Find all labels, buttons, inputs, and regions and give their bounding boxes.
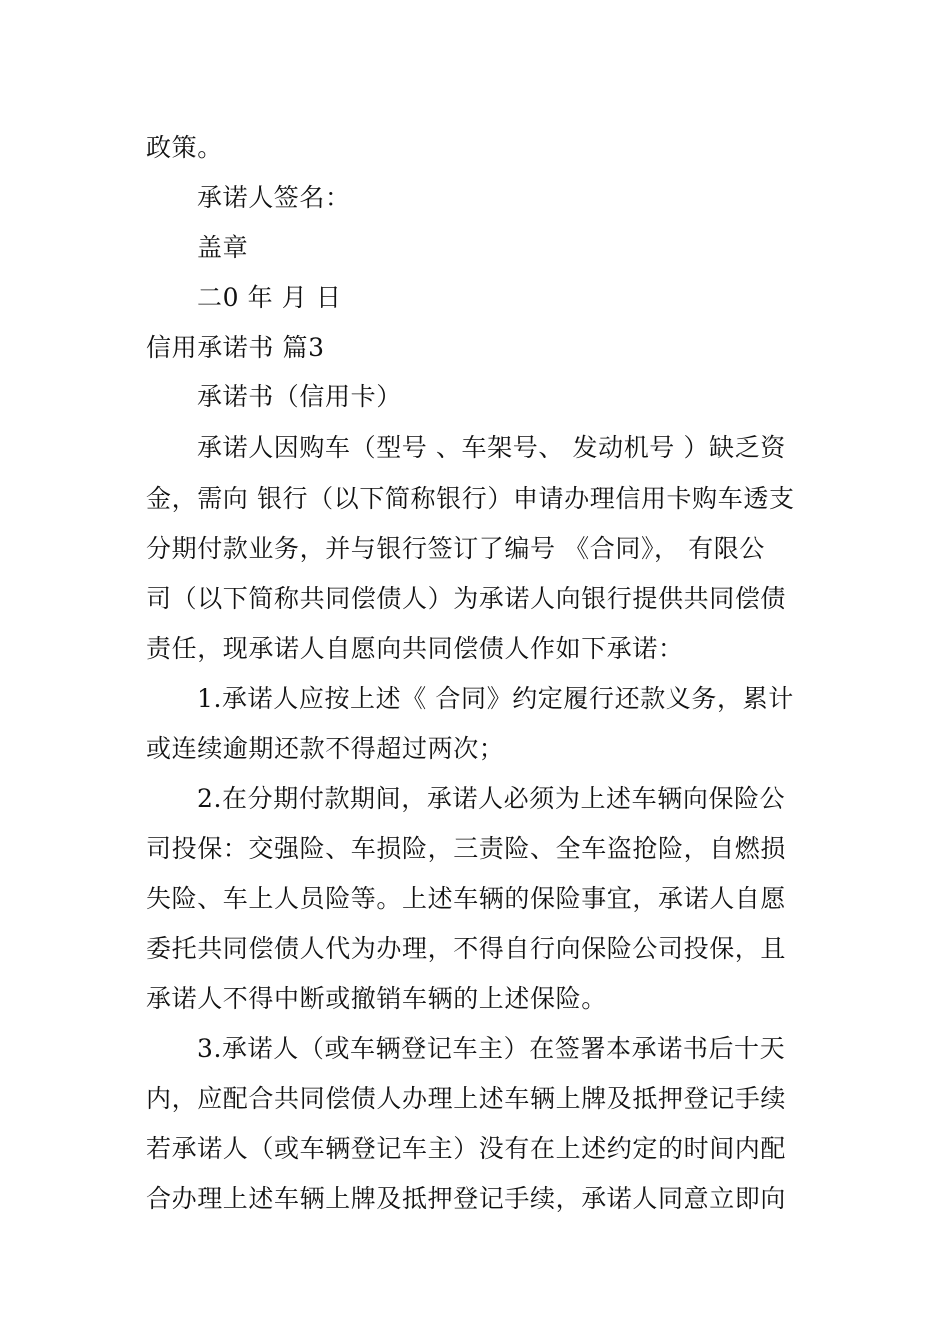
document-title: 承诺书（信用卡） — [197, 382, 402, 411]
clause-1-line: 1.承诺人应按上述《 合同》约定履行还款义务，累计 — [197, 684, 794, 713]
clause-3-line: 3.承诺人（或车辆登记车主）在签署本承诺书后十天 — [197, 1034, 786, 1063]
body-text-line: 分期付款业务，并与银行签订了编号 《合同》， 有限公 — [146, 534, 765, 563]
date-line: 二0 年 月 日 — [197, 283, 342, 312]
body-text-line: 承诺人因购车（型号 、车架号、 发动机号 ）缺乏资 — [197, 433, 786, 462]
signature-label: 承诺人签名： — [197, 183, 351, 212]
clause-2-line: 2.在分期付款期间，承诺人必须为上述车辆向保险公 — [197, 784, 786, 813]
clause-3-line: 合办理上述车辆上牌及抵押登记手续，承诺人同意立即向 — [146, 1184, 787, 1213]
body-text-line: 金，需向 银行（以下简称银行）申请办理信用卡购车透支 — [146, 484, 795, 513]
clause-2-line: 委托共同偿债人代为办理，不得自行向保险公司投保，且 — [146, 934, 787, 963]
seal-label: 盖章 — [197, 233, 249, 262]
clause-2-line: 失险、车上人员险等。上述车辆的保险事宜，承诺人自愿 — [146, 884, 787, 913]
body-text-line: 司（以下简称共同偿债人）为承诺人向银行提供共同偿债 — [146, 584, 787, 613]
body-text-line: 责任，现承诺人自愿向共同偿债人作如下承诺： — [146, 634, 684, 663]
section-heading: 信用承诺书 篇3 — [146, 333, 325, 362]
body-text-line: 政策。 — [146, 133, 223, 162]
clause-3-line: 内，应配合共同偿债人办理上述车辆上牌及抵押登记手续 — [146, 1084, 787, 1113]
clause-3-line: 若承诺人（或车辆登记车主）没有在上述约定的时间内配 — [146, 1134, 787, 1163]
clause-2-line: 司投保：交强险、车损险，三责险、全车盗抢险，自燃损 — [146, 834, 787, 863]
clause-2-line: 承诺人不得中断或撤销车辆的上述保险。 — [146, 984, 607, 1013]
clause-1-line: 或连续逾期还款不得超过两次； — [146, 734, 505, 763]
